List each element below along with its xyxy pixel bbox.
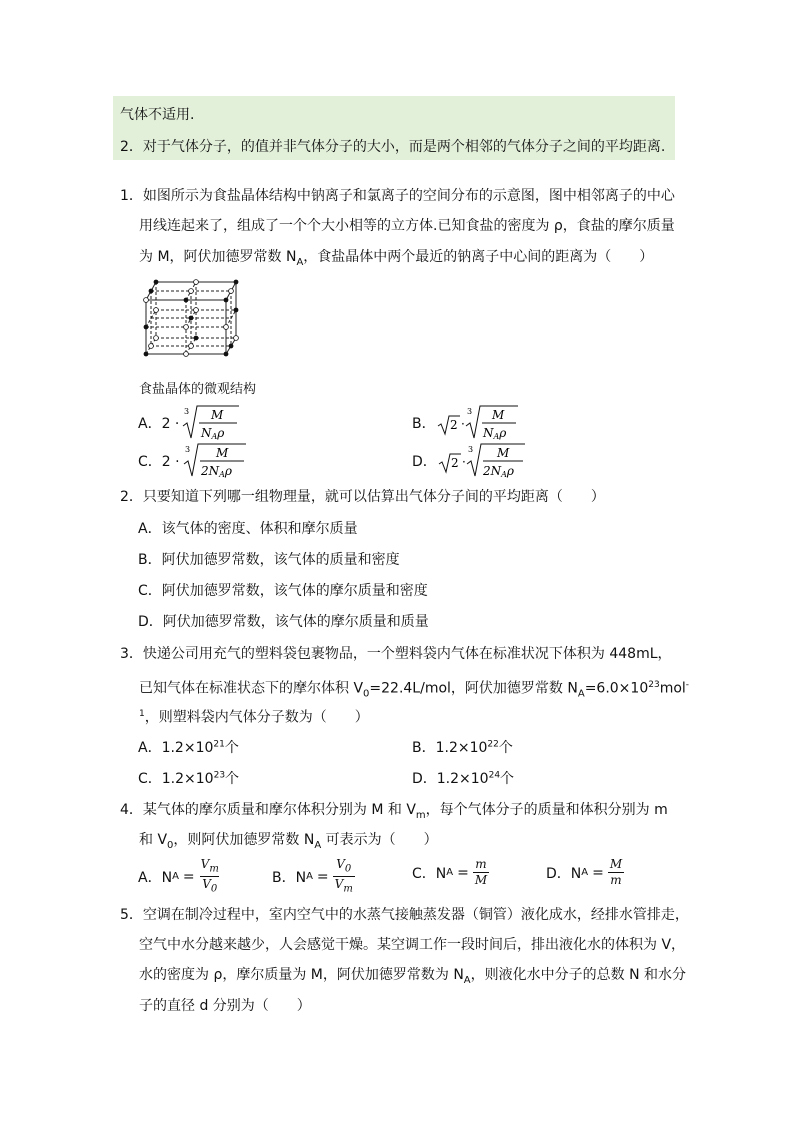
q4-option-a[interactable]: A．N A = $\frac{V_m}{V_0}$: [138, 857, 219, 895]
svg-text:·: ·: [460, 417, 465, 431]
nacl-crystal-figure: [136, 272, 256, 372]
svg-text:NAρ: NAρ: [482, 426, 506, 441]
q2-option-a[interactable]: A．该气体的密度、体积和摩尔质量: [138, 521, 358, 537]
q2-option-c[interactable]: C．阿伏加德罗常数，该气体的摩尔质量和密度: [138, 583, 428, 599]
q1-option-d[interactable]: D． 2 · 3 M 2NAρ: [412, 442, 527, 480]
cube-root-icon: [182, 442, 248, 480]
figure-caption: 食盐晶体的微观结构: [139, 382, 257, 397]
q4-line-1: 4．某气体的摩尔质量和摩尔体积分别为 M 和 $V_m$，每个气体分子的质量和体积分别为 m: [120, 802, 668, 821]
q5-line-1: 5．空调在制冷过程中，室内空气中的水蒸气接触蒸发器（铜管）液化成水，经排水管排走，: [120, 907, 689, 923]
svg-text:2: 2: [450, 456, 459, 470]
svg-text:M: M: [211, 408, 224, 422]
svg-text:2NAρ: 2NAρ: [482, 464, 514, 479]
note-line-2: 2．对于气体分子，的值并非气体分子的大小，而是两个相邻的气体分子之间的平均距离.: [120, 139, 666, 155]
q5-line-2: 空气中水分越来越少，人会感觉干燥。某空调工作一段时间后，排出液化水的体积为 V，: [139, 937, 686, 953]
q3-option-a[interactable]: A．$1.2\times 10^{21}$个: [138, 739, 239, 756]
svg-text:M: M: [215, 446, 228, 460]
svg-text:NAρ: NAρ: [201, 426, 225, 441]
fraction: $\frac{V_m}{V_0}$: [200, 857, 219, 895]
q1-line-2: 用线连起来了，组成了一个个大小相等的立方体.已知食盐的密度为 ρ，食盐的摩尔质量: [139, 218, 675, 234]
svg-text:3: 3: [466, 407, 472, 416]
q2-option-b[interactable]: B．阿伏加德罗常数，该气体的质量和密度: [138, 552, 400, 568]
fraction: $\frac{V_0}{V_m}$: [334, 857, 353, 895]
sqrt-cube-root-icon: [436, 404, 520, 442]
q4-line-2: 和 $V_0$，则阿伏加德罗常数 $N_A$ 可表示为（ ）: [139, 832, 438, 851]
svg-text:2NAρ: 2NAρ: [200, 464, 232, 479]
q1-line-1: 1．如图所示为食盐晶体结构中钠离子和氯离子的空间分布的示意图，图中相邻离子的中心: [120, 188, 675, 204]
q1-option-b[interactable]: B． 2 · 3 M NAρ: [412, 404, 520, 442]
q4-option-b[interactable]: B．N A = $\frac{V_0}{V_m}$: [272, 857, 353, 895]
svg-text:3: 3: [184, 407, 190, 416]
sqrt-cube-root-icon: [437, 442, 527, 480]
q3-line-2: 已知气体在标准状态下的摩尔体积 $V_0=22.4L$/mol，阿伏加德罗常数 $N_A=6.0\times 10^{23}mol^-$: [139, 680, 690, 700]
q5-line-3: 水的密度为 ρ，摩尔质量为 M，阿伏加德罗常数为 $N_A$，则液化水中分子的总数 N 和水分: [139, 967, 687, 986]
fraction: $\frac{m}{M}$: [474, 857, 488, 887]
fraction: $\frac{M}{m}$: [609, 857, 623, 887]
q2-option-d[interactable]: D．阿伏加德罗常数，该气体的摩尔质量和质量: [138, 614, 429, 630]
q5-line-4: 子的直径 d 分别为（ ）: [139, 998, 311, 1014]
cube-root-icon: [181, 404, 241, 442]
q4-option-d[interactable]: D．N A = $\frac{M}{m}$: [546, 857, 623, 887]
svg-text:M: M: [496, 446, 510, 460]
q3-option-b[interactable]: B．$1.2\times 10^{22}$个: [412, 739, 513, 756]
svg-text:2: 2: [449, 418, 458, 432]
q3-line-1: 3．快递公司用充气的塑料袋包裹物品，一个塑料袋内气体在标准状况下体积为 448mL，: [120, 646, 672, 662]
q1-line-3: 为 M，阿伏加德罗常数 $N_A$，食盐晶体中两个最近的钠离子中心间的距离为（ ）: [139, 249, 654, 268]
svg-text:3: 3: [184, 445, 190, 454]
q2-stem: 2．只要知道下列哪一组物理量，就可以估算出气体分子间的平均距离（ ）: [120, 489, 605, 505]
svg-text:3: 3: [467, 445, 473, 454]
q3-option-d[interactable]: D．$1.2\times 10^{24}$个: [412, 770, 515, 787]
q4-option-c[interactable]: C．N A = $\frac{m}{M}$: [412, 857, 488, 887]
q3-line-3: $^1$，则塑料袋内气体分子数为（ ）: [139, 709, 369, 726]
q1-option-c[interactable]: C．2 · 3 M 2NAρ: [138, 442, 248, 480]
note-line-1: 气体不适用.: [120, 107, 195, 123]
q1-option-a[interactable]: A．2 · 3 M NAρ: [138, 404, 241, 442]
svg-text:·: ·: [461, 455, 466, 469]
q3-option-c[interactable]: C．$1.2\times 10^{23}$个: [138, 770, 240, 787]
svg-text:M: M: [491, 408, 504, 422]
